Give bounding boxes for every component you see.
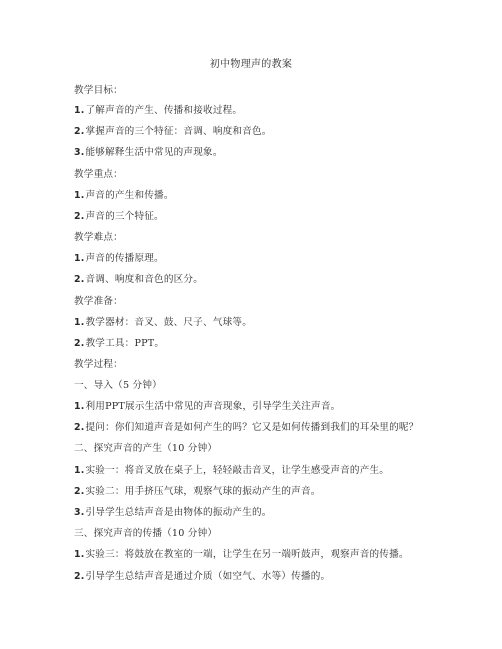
list-number: 1. bbox=[74, 190, 85, 201]
line-text: 教学工具：PPT。 bbox=[85, 338, 165, 349]
list-item bbox=[74, 125, 272, 139]
section-heading bbox=[74, 295, 123, 309]
line-text: 了解声音的产生、传播和接收过程。 bbox=[85, 105, 243, 116]
line-text: 教学难点： bbox=[74, 232, 123, 243]
line-text: 实验二：用手挤压气球，观察气球的振动产生的声音。 bbox=[85, 486, 321, 497]
line-text: 一、导入（5 分钟） bbox=[74, 380, 162, 391]
list-number: 2. bbox=[74, 274, 85, 285]
list-item bbox=[74, 506, 272, 520]
list-number: 2. bbox=[74, 422, 85, 433]
section-heading bbox=[74, 442, 217, 456]
list-number: 1. bbox=[74, 549, 85, 560]
list-number: 2. bbox=[74, 486, 85, 497]
line-text: 教学目标： bbox=[74, 85, 123, 96]
line-text: 引导学生总结声音是由物体的振动产生的。 bbox=[85, 507, 272, 518]
list-item bbox=[74, 400, 340, 414]
list-item bbox=[74, 316, 252, 330]
list-item bbox=[74, 210, 164, 224]
list-item bbox=[74, 189, 174, 203]
line-text: 实验三：将鼓放在教室的一端，让学生在另一端听鼓声，观察声音的传播。 bbox=[85, 549, 409, 560]
list-number: 3. bbox=[74, 147, 85, 158]
list-number: 2. bbox=[74, 211, 85, 222]
section-heading bbox=[74, 358, 123, 372]
list-item bbox=[74, 570, 330, 584]
section-heading bbox=[74, 168, 123, 182]
line-text: 声音的三个特征。 bbox=[85, 211, 164, 222]
line-text: 教学准备： bbox=[74, 296, 123, 307]
list-item bbox=[74, 252, 164, 266]
line-text: 教学重点： bbox=[74, 169, 123, 180]
list-item bbox=[74, 548, 409, 562]
list-number: 1. bbox=[74, 401, 85, 412]
document-title: 初中物理声的教案 bbox=[209, 59, 293, 70]
list-number: 1. bbox=[74, 465, 85, 476]
line-text: 利用PPT展示生活中常见的声音现象，引导学生关注声音。 bbox=[85, 401, 341, 412]
list-item bbox=[74, 485, 321, 499]
line-text: 教学过程： bbox=[74, 359, 123, 370]
list-number: 2. bbox=[74, 126, 85, 137]
line-text: 能够解释生活中常见的声现象。 bbox=[85, 147, 223, 158]
list-item bbox=[74, 337, 164, 351]
line-text: 教学器材：音叉、鼓、尺子、气球等。 bbox=[85, 317, 252, 328]
line-text: 声音的产生和传播。 bbox=[85, 190, 174, 201]
list-item bbox=[74, 464, 389, 478]
line-text: 音调、响度和音色的区分。 bbox=[85, 274, 204, 285]
line-text: 二、探究声音的产生（10 分钟） bbox=[74, 443, 218, 454]
list-item bbox=[74, 104, 242, 118]
list-number: 3. bbox=[74, 507, 85, 518]
list-item bbox=[74, 421, 419, 435]
line-text: 掌握声音的三个特征：音调、响度和音色。 bbox=[85, 126, 272, 137]
list-item bbox=[74, 146, 223, 160]
line-text: 提问：你们知道声音是如何产生的吗？它又是如何传播到我们的耳朵里的呢？ bbox=[85, 422, 419, 433]
section-heading bbox=[74, 527, 217, 541]
line-text: 三、探究声音的传播（10 分钟） bbox=[74, 528, 218, 539]
line-text: 引导学生总结声音是通过介质（如空气、水等）传播的。 bbox=[85, 571, 331, 582]
list-number: 1. bbox=[74, 253, 85, 264]
line-text: 实验一：将音叉放在桌子上，轻轻敲击音叉，让学生感受声音的产生。 bbox=[85, 465, 390, 476]
list-number: 2. bbox=[74, 338, 85, 349]
section-heading bbox=[74, 379, 162, 393]
section-heading bbox=[74, 231, 123, 245]
line-text: 声音的传播原理。 bbox=[85, 253, 164, 264]
list-item bbox=[74, 273, 203, 287]
list-number: 1. bbox=[74, 105, 85, 116]
section-heading bbox=[74, 84, 123, 98]
list-number: 1. bbox=[74, 317, 85, 328]
list-number: 2. bbox=[74, 571, 85, 582]
